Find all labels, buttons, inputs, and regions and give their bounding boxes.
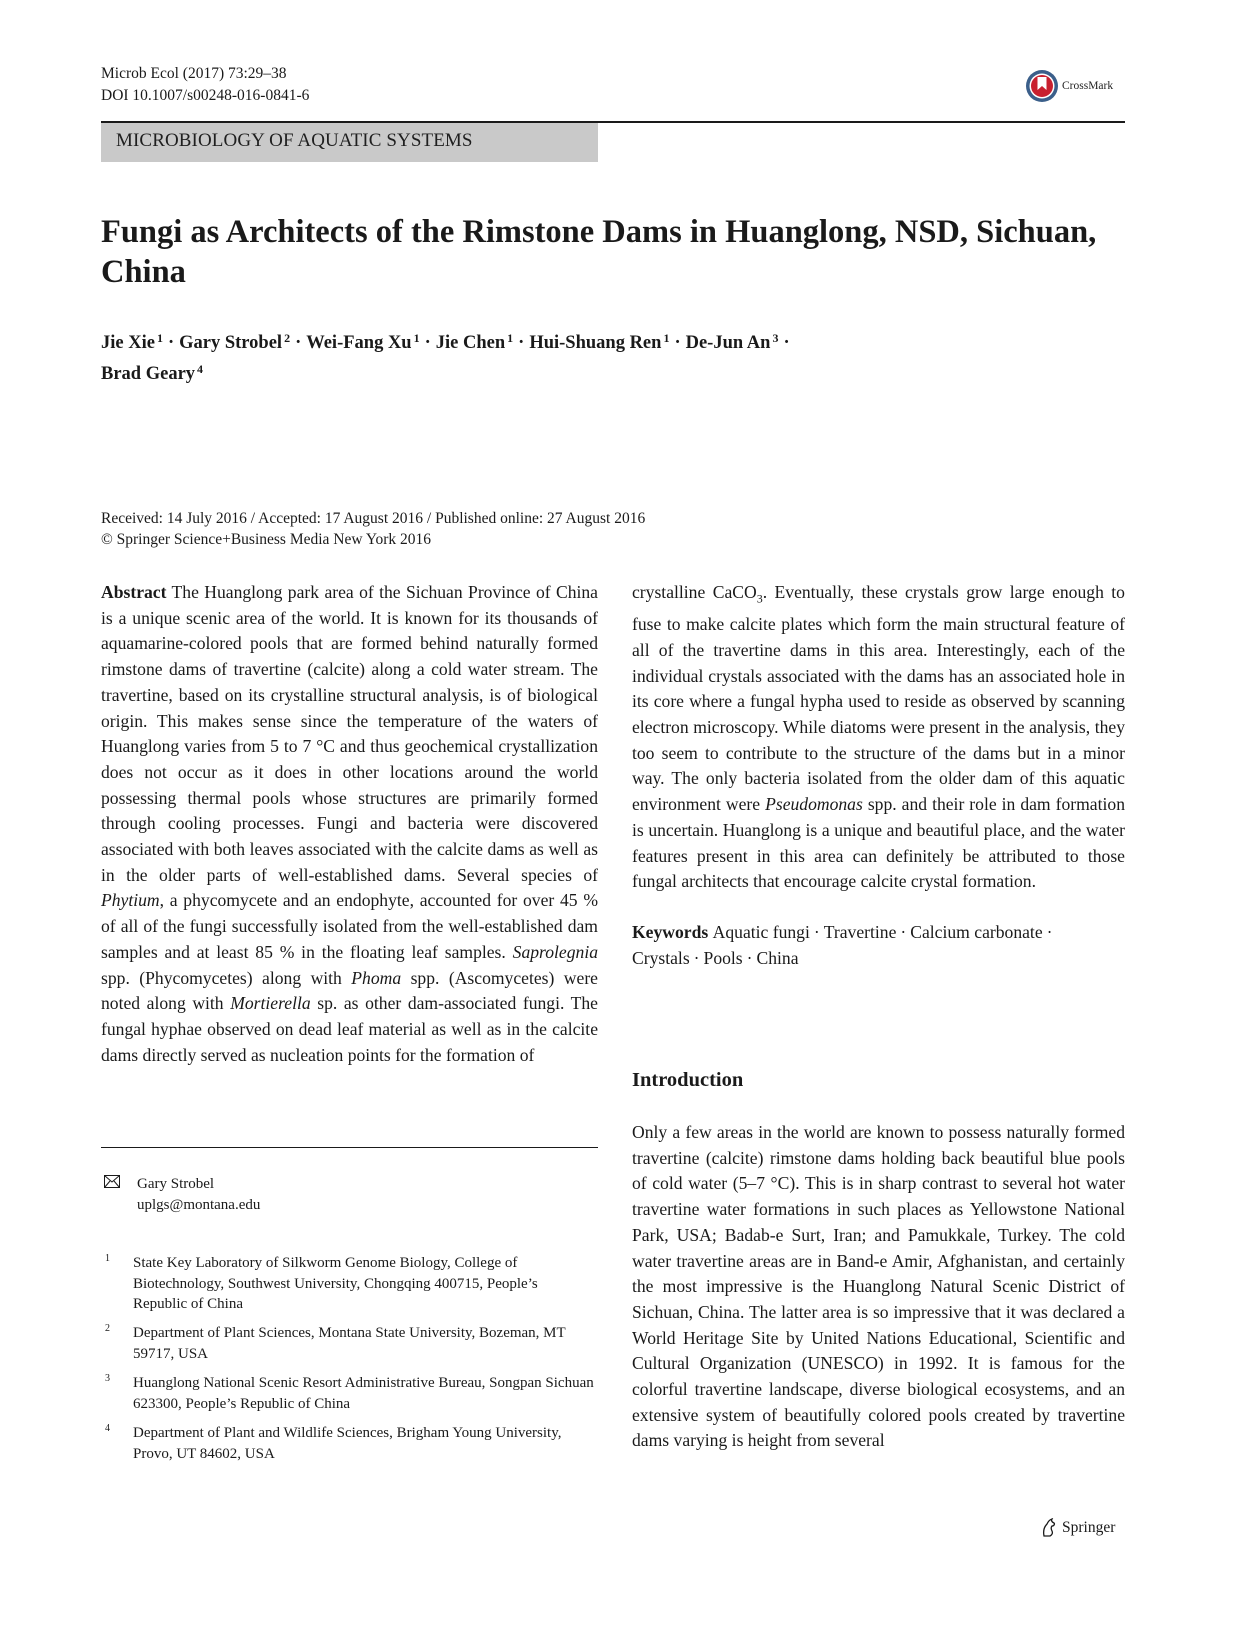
author[interactable]: Hui-Shuang Ren $^1$ (529, 331, 670, 353)
abstract-heading: Abstract (101, 582, 167, 602)
springer-horse-icon (1040, 1518, 1058, 1538)
keyword: Aquatic fungi (712, 921, 810, 942)
publication-dates (101, 508, 645, 550)
author[interactable]: Jie Xie $^1$ (101, 331, 163, 353)
keyword: Pools (703, 947, 743, 968)
publisher-name: Springer (1062, 1519, 1116, 1536)
envelope-icon (104, 1175, 120, 1188)
journal-citation (101, 63, 309, 107)
doi[interactable]: DOI 10.1007/s00248-016-0841-6 (101, 87, 310, 104)
correspondence (104, 1174, 261, 1213)
dates-line: Received: 14 July 2016 / Accepted: 17 August 2016 / Published online: 27 August 2016 (101, 510, 646, 527)
keyword: Calcium carbonate (910, 921, 1043, 942)
author[interactable]: Jie Chen $^1$ (435, 331, 514, 353)
crossmark-badge[interactable] (1025, 68, 1125, 104)
keyword: Travertine (823, 921, 897, 942)
corresponding-author: Gary Strobel (137, 1176, 215, 1192)
section-label: MICROBIOLOGY OF AQUATIC SYSTEMS (116, 130, 473, 151)
author[interactable]: Wei-Fang Xu $^1$ (306, 331, 420, 353)
abstract: Abstract The Huanglong park area of the Sichuan Province of China is a unique scenic area of the world. It is known for its thousands of aquamarine-colored pools that are formed behind naturally formed rimstone dams of travertine (calcite) along a cold water stream. The travertine, based on its crystalline structural analysis, is of biological origin. This makes sense since the temperature of the waters of Huanglong varies from 5 to 7 °C and thus geochemical crystallization does not occur as it does in other locations around the world possessing thermal pools whose structures are primarily formed through cooling processes. Fungi and bacteria were discovered associated with both leaves associated with the calcite dams as well as in the older parts of well-established dams. Several species of Phytium, a phycomycete and an endophyte, accounted for over 45 % of all of the fungi successfully isolated from the well-established dam samples and at least 85 % in the floating leaf samples. Saprolegnia spp. (Phycomycetes) along with Phoma spp. (Ascomycetes) were noted along with Mortierella sp. as other dam-associated fungi. The fungal hyphae observed on dead leaf material as well as in the calcite dams directly served as nucleation points for the formation of (101, 582, 598, 1065)
author[interactable]: De-Jun An $^3$ (685, 331, 779, 353)
article-title: Fungi as Architects of the Rimstone Dams in Huanglong, NSD, Sichuan, China (101, 214, 1097, 290)
abstract-continued: crystalline CaCO$_3$. Eventually, these crystals grow large enough to fuse to make calcite plates which form the main structural feature of all of the travertine dams in this area. Interestingly, each of the individual crystals associated with the dams has an associated hole in its core where a fungal hypha used to reside as observed by scanning electron microscopy. While diatoms were present in the analysis, they too seem to contribute to the structure of the dams but in a minor way. The only bacteria isolated from the older dam of this aquatic environment were Pseudomonas spp. and their role in dam formation is uncertain. Huanglong is a unique and beautiful place, and the water features present in this area can definitely be attributed to those fungal architects that encourage calcite crystal formation. Keywords Aquatic fungi · Travertine · Calcium carbonate · Crystals · Pools · China (632, 580, 1125, 971)
publisher-logo (1040, 1518, 1115, 1538)
keywords: Keywords Aquatic fungi · Travertine · Calcium carbonate · Crystals · Pools · China (632, 921, 1053, 968)
keyword: Crystals (632, 947, 690, 968)
footnote-rule (101, 1147, 598, 1148)
crossmark-label: CrossMark (1062, 80, 1114, 92)
introduction-heading: Introduction (632, 1069, 744, 1091)
author-list: Jie Xie $^1$ · Gary Strobel $^2$ · Wei-Fang Xu $^1$ · Jie Chen $^1$ · Hui-Shuang Ren $^1$ · De-Jun An $^3$ · Brad Geary $^4$ (101, 331, 790, 384)
corresponding-email[interactable]: uplgs@montana.edu (137, 1197, 261, 1213)
keywords-heading: Keywords (632, 921, 709, 942)
author[interactable]: Brad Geary $^4$ (101, 362, 204, 384)
crossmark-icon (1025, 69, 1059, 103)
introduction-text: Only a few areas in the world are known to possess naturally formed travertine (calcite) rimstone dams holding back beautiful blue pools of cold water (5–7 °C). This is in sharp contrast to several hot water travertine water formations in such places as Yellowstone National Park, USA; Badab-e Surt, Iran; and Pamukkale, Turkey. The cold water travertine areas are in Band-e Amir, Afghanistan, and certainly the most impressive is the Huanglong Natural Scenic District of Sichuan, China. The latter area is so impressive that it was declared a World Heritage Site by United Nations Educational, Scientific and Cultural Organization (UNESCO) in 1992. It is famous for the colorful travertine landscape, diverse biological ecosystems, and an extensive system of beautifully colored pools created by travertine dams varying is height from several (632, 1122, 1125, 1451)
keyword: China (756, 947, 799, 968)
copyright: © Springer Science+Business Media New York 2016 (101, 531, 432, 548)
author[interactable]: Gary Strobel $^2$ (179, 331, 291, 353)
journal-volume: Microb Ecol (2017) 73:29–38 (101, 65, 287, 82)
